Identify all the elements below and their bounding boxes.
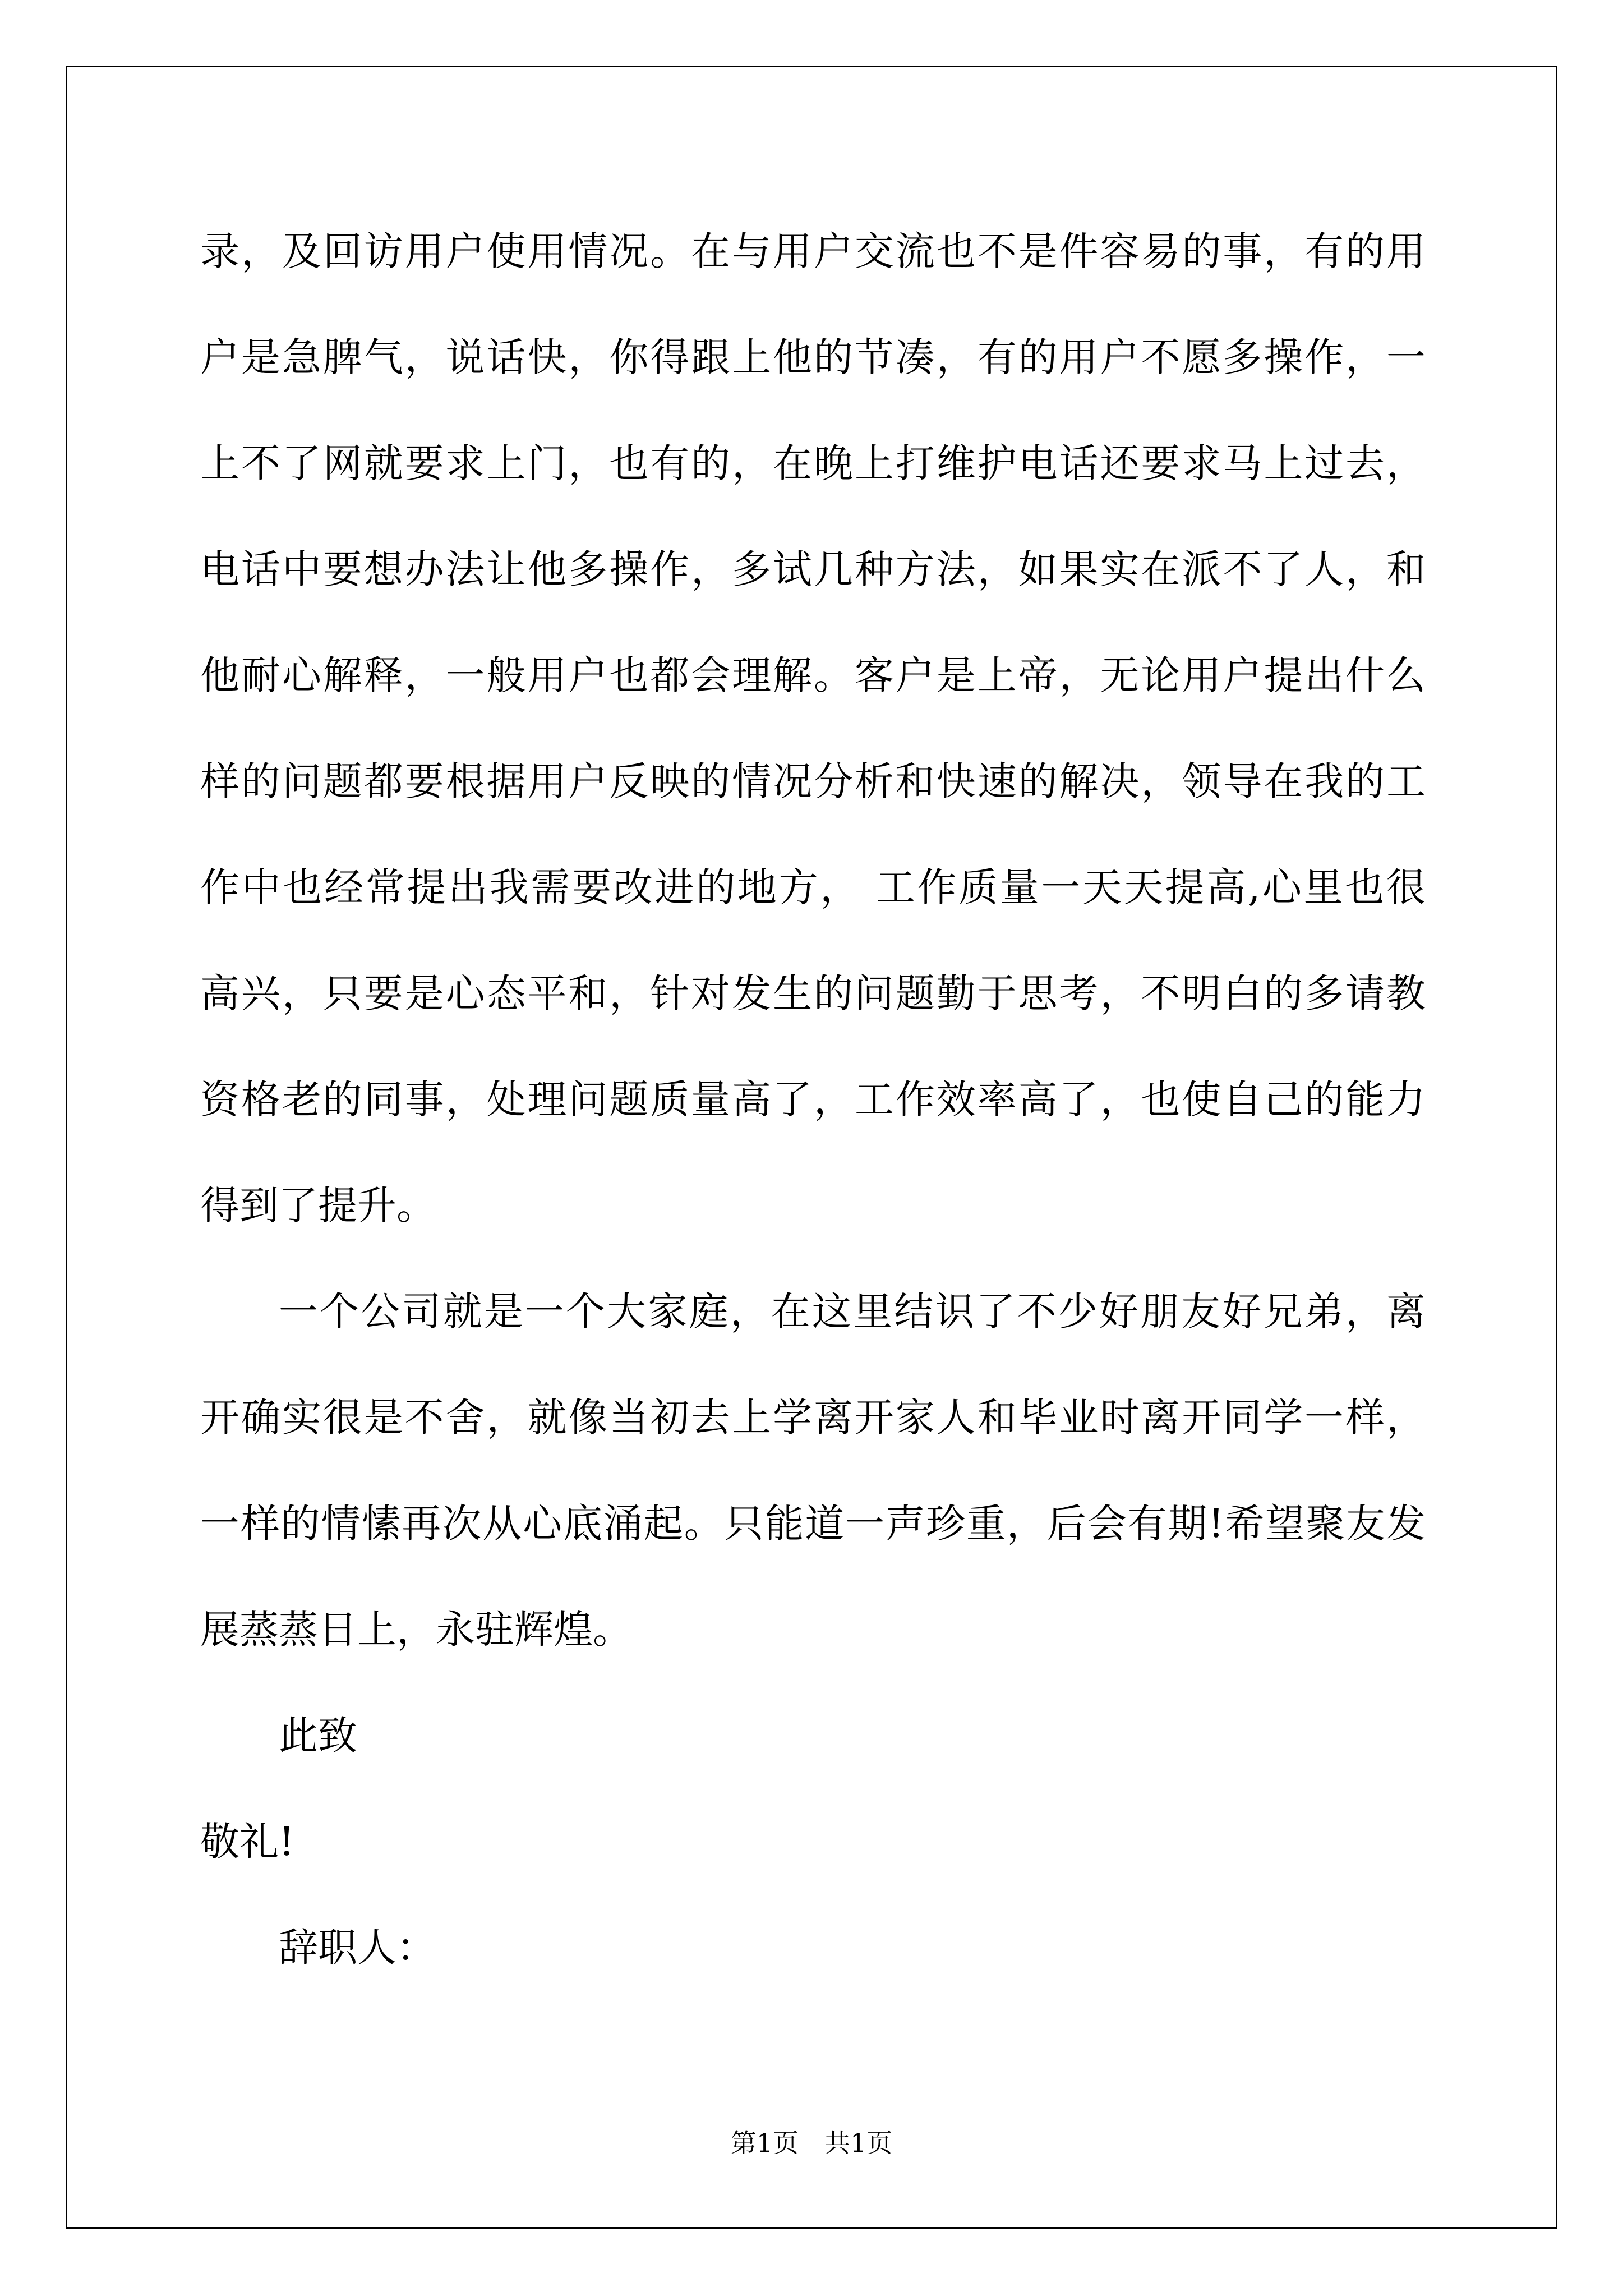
text-line: 作中也经常提出我需要改进的地方， 工作质量一天天提高,心里也很	[200, 864, 1426, 910]
paragraph-farewell	[200, 1259, 1426, 1683]
text-line: 样的问题都要根据用户反映的情况分析和快速的解决，领导在我的工	[200, 758, 1426, 804]
closing-regards: 敬礼!	[200, 1819, 295, 1865]
signature-label: 辞职人：	[279, 1925, 436, 1971]
text-line: 开确实很是不舍，就像当初去上学离开家人和毕业时离开同学一样，	[200, 1395, 1426, 1441]
page-number-current: 第1页	[730, 2128, 799, 2158]
page-footer	[0, 2126, 1623, 2160]
text-line: 展蒸蒸日上，永驻辉煌。	[200, 1607, 632, 1653]
text-line: 高兴，只要是心态平和，针对发生的问题勤于思考，不明白的多请教	[200, 970, 1426, 1016]
text-line: 他耐心解释，一般用户也都会理解。客户是上帝，无论用户提出什么	[200, 652, 1426, 698]
text-line: 一个公司就是一个大家庭，在这里结识了不少好朋友好兄弟，离	[279, 1289, 1426, 1335]
text-line: 上不了网就要求上门，也有的，在晚上打维护电话还要求马上过去，	[200, 440, 1426, 486]
text-line: 录，及回访用户使用情况。在与用户交流也不是件容易的事，有的用	[200, 228, 1426, 274]
text-line: 一样的情愫再次从心底涌起。只能道一声珍重，后会有期!希望聚友发	[200, 1501, 1426, 1547]
text-line: 户是急脾气，说话快，你得跟上他的节凑，有的用户不愿多操作，一	[200, 334, 1426, 380]
paragraph-service-experience	[200, 199, 1426, 1259]
text-line: 得到了提升。	[200, 1182, 436, 1228]
closing-salutation: 此致	[279, 1713, 357, 1759]
text-line: 电话中要想办法让他多操作，多试几种方法，如果实在派不了人，和	[200, 546, 1426, 592]
text-line: 资格老的同事，处理问题质量高了，工作效率高了，也使自己的能力	[200, 1076, 1426, 1122]
letter-body	[200, 199, 1426, 2001]
page-number-total: 共1页	[824, 2128, 893, 2158]
